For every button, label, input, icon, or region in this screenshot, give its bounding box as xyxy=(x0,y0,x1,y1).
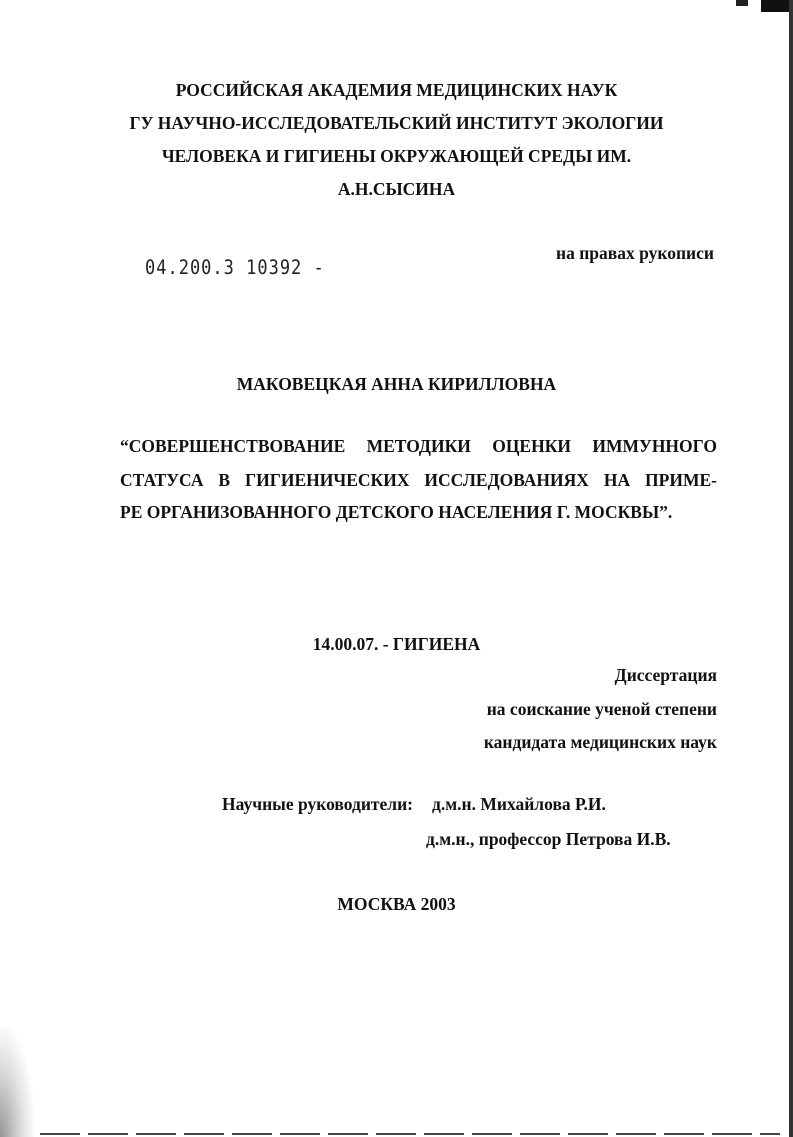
title-line-3: РЕ ОРГАНИЗОВАННОГО ДЕТСКОГО НАСЕЛЕНИЯ Г. МОСКВЫ”. xyxy=(120,502,673,522)
supervisor-first: д.м.н. Михайлова Р.И. xyxy=(432,794,606,814)
title-word: ИССЛЕДОВАНИЯХ xyxy=(424,470,589,490)
dissertation-label: Диссертация xyxy=(614,665,717,685)
title-word: ПРИМЕ- xyxy=(645,470,717,490)
supervisor-second: д.м.н., профессор Петрова И.В. xyxy=(426,829,671,849)
supervisors-label: Научные руководители: xyxy=(222,794,414,814)
header-institute-cont: ЧЕЛОВЕКА И ГИГИЕНЫ ОКРУЖАЮЩЕЙ СРЕДЫ ИМ. xyxy=(161,146,632,166)
title-word: МЕТОДИКИ xyxy=(366,436,471,456)
title-line-1 xyxy=(120,436,717,457)
header-academy: РОССИЙСКАЯ АКАДЕМИЯ МЕДИЦИНСКИХ НАУК xyxy=(175,80,618,100)
title-word: “СОВЕРШЕНСТВОВАНИЕ xyxy=(120,436,346,456)
header-institute-name: А.Н.СЫСИНА xyxy=(337,179,456,199)
scan-border-bottom xyxy=(40,1133,780,1135)
title-line-2 xyxy=(120,470,717,491)
registration-stamp: 04.200.3 10392 - xyxy=(145,256,325,280)
dissertation-field: кандидата медицинских наук xyxy=(483,732,717,752)
title-word: ИММУННОГО xyxy=(592,436,717,456)
title-word: В xyxy=(218,470,231,490)
title-word: ГИГИЕНИЧЕСКИХ xyxy=(245,470,410,490)
scan-edge-mark xyxy=(736,0,748,6)
title-word: НА xyxy=(603,470,631,490)
header-institute: ГУ НАУЧНО-ИССЛЕДОВАТЕЛЬСКИЙ ИНСТИТУТ ЭКОЛОГИИ xyxy=(129,113,664,133)
dissertation-degree: на соискание ученой степени xyxy=(486,699,717,719)
author-name: МАКОВЕЦКАЯ АННА КИРИЛЛОВНА xyxy=(236,374,557,394)
title-word: СТАТУСА xyxy=(120,470,204,490)
title-word: ОЦЕНКИ xyxy=(492,436,572,456)
manuscript-note: на правах рукописи xyxy=(556,243,714,263)
scan-corner-smudge xyxy=(0,1027,34,1137)
specialty: 14.00.07. - ГИГИЕНА xyxy=(312,634,481,654)
scan-border-right xyxy=(789,0,793,1137)
city-year: МОСКВА 2003 xyxy=(337,894,456,914)
